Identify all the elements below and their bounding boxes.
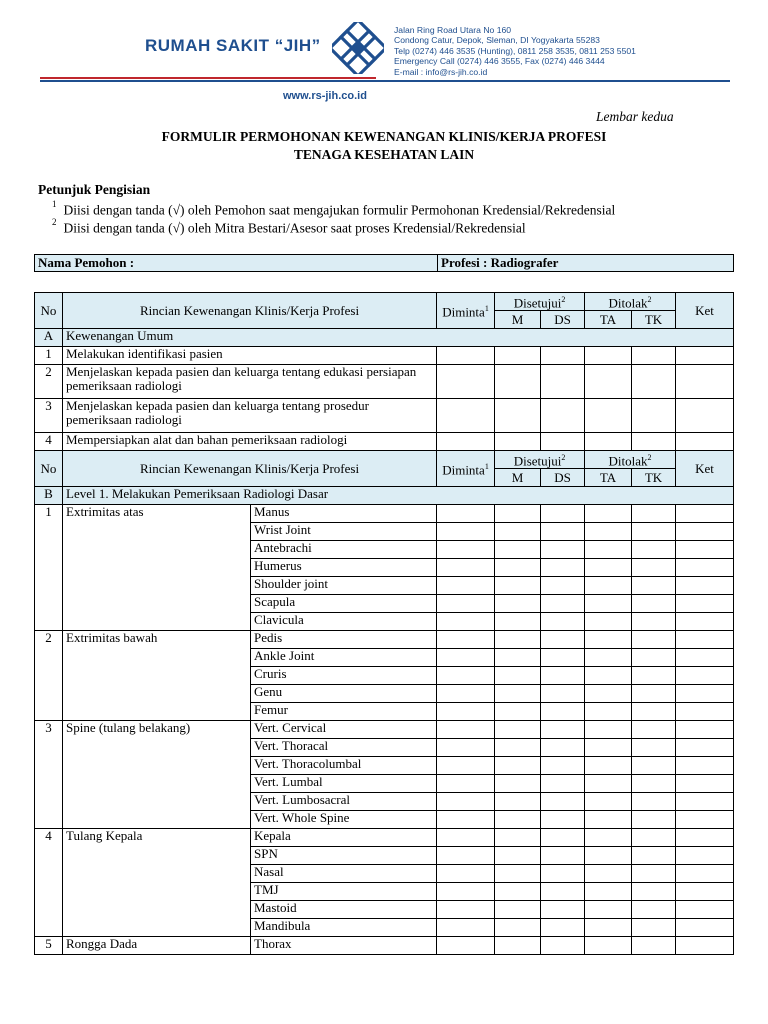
table-row [35, 937, 734, 955]
check-cell[interactable] [437, 919, 495, 937]
check-cell[interactable] [676, 919, 734, 937]
section-code: A [35, 329, 63, 347]
check-cell[interactable] [495, 901, 541, 919]
check-cell[interactable] [585, 721, 632, 739]
check-cell[interactable] [541, 865, 585, 883]
check-cell[interactable] [437, 811, 495, 829]
col-m-header: M [495, 311, 541, 329]
check-cell[interactable] [495, 811, 541, 829]
check-cell[interactable] [437, 703, 495, 721]
check-cell[interactable] [676, 883, 734, 901]
procedure-name: Shoulder joint [251, 577, 437, 595]
applicant-profession-field: Profesi : Radiografer [438, 255, 734, 272]
item-number: 3 [35, 399, 63, 433]
table-row [35, 365, 734, 399]
check-cell[interactable] [541, 703, 585, 721]
col-requested-header: Diminta$^1$ [437, 451, 495, 487]
col-detail-header: Rincian Kewenangan Klinis/Kerja Profesi [63, 293, 437, 329]
check-cell[interactable] [585, 541, 632, 559]
check-cell[interactable] [437, 577, 495, 595]
hospital-name: RUMAH SAKIT “JIH” [145, 36, 321, 55]
check-cell[interactable] [585, 775, 632, 793]
check-cell[interactable] [632, 347, 676, 365]
website-link[interactable]: www.rs-jih.co.id [283, 90, 367, 102]
check-cell[interactable] [437, 739, 495, 757]
check-cell[interactable] [632, 919, 676, 937]
group-name: Spine (tulang belakang) [63, 721, 251, 829]
procedure-name: Manus [251, 505, 437, 523]
check-cell[interactable] [632, 505, 676, 523]
check-cell[interactable] [632, 793, 676, 811]
col-no-header: No [35, 293, 63, 329]
check-cell[interactable] [632, 775, 676, 793]
check-cell[interactable] [541, 847, 585, 865]
item-number: 4 [35, 433, 63, 451]
check-cell[interactable] [632, 811, 676, 829]
check-cell[interactable] [437, 937, 495, 955]
check-cell[interactable] [676, 739, 734, 757]
address-line: Telp (0274) 446 3535 (Hunting), 0811 258 3535, 0811 253 5501 [394, 45, 636, 56]
check-cell[interactable] [676, 685, 734, 703]
check-cell[interactable] [437, 399, 495, 433]
check-cell[interactable] [495, 667, 541, 685]
check-cell[interactable] [437, 775, 495, 793]
check-cell[interactable] [676, 577, 734, 595]
procedure-name: Vert. Lumbosacral [251, 793, 437, 811]
check-cell[interactable] [632, 757, 676, 775]
check-cell[interactable] [495, 649, 541, 667]
section-code: B [35, 487, 63, 505]
item-description: Menjelaskan kepada pasien dan keluarga tentang edukasi persiapan pemeriksaan radiologi [63, 365, 437, 399]
check-cell[interactable] [632, 649, 676, 667]
applicant-table [34, 254, 734, 272]
check-cell[interactable] [676, 757, 734, 775]
header-divider-blue [40, 80, 730, 82]
col-ta-header: TA [585, 469, 632, 487]
check-cell[interactable] [437, 541, 495, 559]
check-cell[interactable] [632, 937, 676, 955]
procedure-name: Humerus [251, 559, 437, 577]
check-cell[interactable] [437, 865, 495, 883]
check-cell[interactable] [541, 541, 585, 559]
check-cell[interactable] [541, 631, 585, 649]
table-row [35, 505, 734, 523]
procedure-name: Antebrachi [251, 541, 437, 559]
group-number: 3 [35, 721, 63, 829]
procedure-name: Clavicula [251, 613, 437, 631]
check-cell[interactable] [541, 757, 585, 775]
check-cell[interactable] [676, 523, 734, 541]
check-cell[interactable] [676, 559, 734, 577]
check-cell[interactable] [632, 883, 676, 901]
address-line: Jalan Ring Road Utara No 160 [394, 25, 512, 35]
check-cell[interactable] [585, 901, 632, 919]
col-approved-header: Disetujui$^2$ [495, 293, 585, 311]
col-detail-header: Rincian Kewenangan Klinis/Kerja Profesi [63, 451, 437, 487]
check-cell[interactable] [585, 793, 632, 811]
check-cell[interactable] [585, 703, 632, 721]
check-cell[interactable] [495, 829, 541, 847]
check-cell[interactable] [495, 595, 541, 613]
section-row [35, 487, 734, 505]
address-line: Condong Catur, Depok, Sleman, DI Yogyakarta 55283 [394, 35, 600, 46]
check-cell[interactable] [495, 757, 541, 775]
footnote-mark: 1 [484, 462, 489, 472]
check-cell[interactable] [585, 883, 632, 901]
check-cell[interactable] [585, 399, 632, 433]
check-cell[interactable] [437, 667, 495, 685]
check-cell[interactable] [495, 937, 541, 955]
col-no-header: No [35, 451, 63, 487]
check-cell[interactable] [541, 347, 585, 365]
check-cell[interactable] [541, 721, 585, 739]
procedure-name: Cruris [251, 667, 437, 685]
procedure-name: Vert. Thoracolumbal [251, 757, 437, 775]
check-cell[interactable] [495, 883, 541, 901]
item-description: Menjelaskan kepada pasien dan keluarga tentang prosedur pemeriksaan radiologi [63, 399, 437, 433]
procedure-name: Vert. Thoracal [251, 739, 437, 757]
check-cell[interactable] [437, 829, 495, 847]
procedure-name: Vert. Cervical [251, 721, 437, 739]
procedure-name: Nasal [251, 865, 437, 883]
check-cell[interactable] [632, 595, 676, 613]
check-cell[interactable] [585, 523, 632, 541]
table-row [35, 829, 734, 847]
check-cell[interactable] [676, 595, 734, 613]
instruction-item [52, 219, 526, 237]
check-cell[interactable] [676, 793, 734, 811]
check-cell[interactable] [676, 775, 734, 793]
group-name: Rongga Dada [63, 937, 251, 955]
check-cell[interactable] [676, 829, 734, 847]
check-cell[interactable] [676, 505, 734, 523]
check-cell[interactable] [495, 793, 541, 811]
check-cell[interactable] [495, 739, 541, 757]
check-cell[interactable] [632, 365, 676, 399]
procedure-name: Femur [251, 703, 437, 721]
check-cell[interactable] [632, 559, 676, 577]
col-requested-header: Diminta$^1$ [437, 293, 495, 329]
table-row [35, 721, 734, 739]
check-cell[interactable] [632, 523, 676, 541]
check-cell[interactable] [676, 433, 734, 451]
check-cell[interactable] [541, 829, 585, 847]
check-cell[interactable] [585, 829, 632, 847]
check-cell[interactable] [495, 919, 541, 937]
check-cell[interactable] [632, 433, 676, 451]
col-rejected-header: Ditolak$^2$ [585, 451, 676, 469]
check-cell[interactable] [676, 811, 734, 829]
check-cell[interactable] [632, 739, 676, 757]
col-approved-header: Disetujui$^2$ [495, 451, 585, 469]
col-ds-header: DS [541, 469, 585, 487]
check-cell[interactable] [437, 365, 495, 399]
check-cell[interactable] [495, 865, 541, 883]
check-cell[interactable] [676, 667, 734, 685]
procedure-name: Vert. Whole Spine [251, 811, 437, 829]
table-row [35, 347, 734, 365]
group-name: Extrimitas atas [63, 505, 251, 631]
check-cell[interactable] [541, 505, 585, 523]
group-number: 2 [35, 631, 63, 721]
procedure-name: Thorax [251, 937, 437, 955]
footnote-mark: 2 [647, 295, 652, 305]
check-cell[interactable] [585, 365, 632, 399]
col-tk-header: TK [632, 469, 676, 487]
hospital-address [394, 25, 636, 77]
group-number: 5 [35, 937, 63, 955]
check-cell[interactable] [541, 559, 585, 577]
check-cell[interactable] [585, 667, 632, 685]
group-number: 4 [35, 829, 63, 937]
col-ta-header: TA [585, 311, 632, 329]
check-cell[interactable] [585, 347, 632, 365]
check-cell[interactable] [541, 919, 585, 937]
section-title: Kewenangan Umum [63, 329, 734, 347]
check-cell[interactable] [437, 901, 495, 919]
item-description: Mempersiapkan alat dan bahan pemeriksaan radiologi [63, 433, 437, 451]
procedure-name: TMJ [251, 883, 437, 901]
check-cell[interactable] [632, 703, 676, 721]
check-cell[interactable] [437, 433, 495, 451]
group-number: 1 [35, 505, 63, 631]
check-cell[interactable] [437, 883, 495, 901]
col-ds-header: DS [541, 311, 585, 329]
check-cell[interactable] [585, 613, 632, 631]
check-cell[interactable] [585, 865, 632, 883]
check-cell[interactable] [541, 901, 585, 919]
check-cell[interactable] [495, 347, 541, 365]
check-cell[interactable] [676, 937, 734, 955]
procedure-name: Mastoid [251, 901, 437, 919]
col-tk-header: TK [632, 311, 676, 329]
check-cell[interactable] [541, 613, 585, 631]
col-note-header: Ket [676, 451, 734, 487]
applicant-name-field[interactable]: Nama Pemohon : [35, 255, 438, 272]
check-cell[interactable] [495, 541, 541, 559]
check-cell[interactable] [495, 847, 541, 865]
footnote-mark: 2 [561, 453, 566, 463]
header-row [35, 451, 734, 469]
check-cell[interactable] [495, 523, 541, 541]
check-cell[interactable] [585, 649, 632, 667]
check-cell[interactable] [541, 883, 585, 901]
check-cell[interactable] [541, 433, 585, 451]
check-cell[interactable] [541, 595, 585, 613]
check-cell[interactable] [585, 577, 632, 595]
check-cell[interactable] [585, 919, 632, 937]
footnote-mark: 1 [52, 199, 57, 209]
check-cell[interactable] [632, 667, 676, 685]
check-cell[interactable] [437, 757, 495, 775]
header-divider-red [40, 77, 376, 79]
item-description: Melakukan identifikasi pasien [63, 347, 437, 365]
check-cell[interactable] [676, 365, 734, 399]
check-cell[interactable] [632, 541, 676, 559]
procedure-name: Pedis [251, 631, 437, 649]
procedure-name: Kepala [251, 829, 437, 847]
item-number: 2 [35, 365, 63, 399]
check-cell[interactable] [495, 365, 541, 399]
check-cell[interactable] [495, 775, 541, 793]
item-number: 1 [35, 347, 63, 365]
check-cell[interactable] [495, 685, 541, 703]
instruction-text: Diisi dengan tanda (√) oleh Pemohon saat mengajukan formulir Permohonan Kredensial/Rekredensial [63, 202, 616, 218]
check-cell[interactable] [437, 631, 495, 649]
check-cell[interactable] [632, 901, 676, 919]
check-cell[interactable] [437, 505, 495, 523]
check-cell[interactable] [585, 757, 632, 775]
check-cell[interactable] [437, 347, 495, 365]
check-cell[interactable] [437, 847, 495, 865]
procedure-name: Vert. Lumbal [251, 775, 437, 793]
instructions-heading: Petunjuk Pengisian [38, 182, 151, 197]
check-cell[interactable] [495, 577, 541, 595]
check-cell[interactable] [495, 399, 541, 433]
table-row [35, 399, 734, 433]
col-m-header: M [495, 469, 541, 487]
check-cell[interactable] [676, 865, 734, 883]
procedure-name: Scapula [251, 595, 437, 613]
check-cell[interactable] [437, 685, 495, 703]
check-cell[interactable] [541, 739, 585, 757]
check-cell[interactable] [632, 577, 676, 595]
check-cell[interactable] [495, 703, 541, 721]
procedure-name: SPN [251, 847, 437, 865]
check-cell[interactable] [632, 631, 676, 649]
check-cell[interactable] [585, 685, 632, 703]
col-note-header: Ket [676, 293, 734, 329]
check-cell[interactable] [437, 721, 495, 739]
check-cell[interactable] [585, 595, 632, 613]
check-cell[interactable] [495, 433, 541, 451]
check-cell[interactable] [585, 631, 632, 649]
check-cell[interactable] [585, 559, 632, 577]
check-cell[interactable] [632, 865, 676, 883]
form-title: FORMULIR PERMOHONAN KEWENANGAN KLINIS/KERJA PROFESI [161, 129, 607, 144]
check-cell[interactable] [585, 847, 632, 865]
check-cell[interactable] [541, 667, 585, 685]
check-cell[interactable] [541, 577, 585, 595]
check-cell[interactable] [495, 631, 541, 649]
group-name: Tulang Kepala [63, 829, 251, 937]
check-cell[interactable] [676, 847, 734, 865]
instruction-text: Diisi dengan tanda (√) oleh Mitra Bestari/Asesor saat proses Kredensial/Rekredensial [63, 220, 526, 236]
check-cell[interactable] [676, 347, 734, 365]
form-subtitle: TENAGA KESEHATAN LAIN [293, 147, 475, 162]
footnote-mark: 2 [52, 217, 57, 227]
check-cell[interactable] [437, 793, 495, 811]
check-cell[interactable] [541, 685, 585, 703]
check-cell[interactable] [676, 649, 734, 667]
check-cell[interactable] [632, 829, 676, 847]
procedure-name: Genu [251, 685, 437, 703]
check-cell[interactable] [495, 559, 541, 577]
check-cell[interactable] [437, 649, 495, 667]
check-cell[interactable] [585, 433, 632, 451]
footnote-mark: 2 [647, 453, 652, 463]
privileges-table [34, 292, 734, 955]
section-row [35, 329, 734, 347]
check-cell[interactable] [585, 739, 632, 757]
footnote-mark: 1 [484, 304, 489, 314]
check-cell[interactable] [632, 685, 676, 703]
sheet-label: Lembar kedua [596, 109, 674, 124]
check-cell[interactable] [541, 649, 585, 667]
hospital-logo-icon [332, 22, 384, 74]
check-cell[interactable] [495, 613, 541, 631]
check-cell[interactable] [541, 365, 585, 399]
table-row [35, 433, 734, 451]
check-cell[interactable] [541, 523, 585, 541]
col-rejected-header: Ditolak$^2$ [585, 293, 676, 311]
procedure-name: Mandibula [251, 919, 437, 937]
check-cell[interactable] [437, 559, 495, 577]
check-cell[interactable] [632, 613, 676, 631]
check-cell[interactable] [632, 721, 676, 739]
check-cell[interactable] [437, 595, 495, 613]
check-cell[interactable] [541, 793, 585, 811]
group-name: Extrimitas bawah [63, 631, 251, 721]
check-cell[interactable] [585, 811, 632, 829]
check-cell[interactable] [541, 811, 585, 829]
address-line: E-mail : info@rs-jih.co.id [394, 66, 488, 77]
section-title: Level 1. Melakukan Pemeriksaan Radiologi Dasar [63, 487, 734, 505]
check-cell[interactable] [632, 399, 676, 433]
procedure-name: Ankle Joint [251, 649, 437, 667]
check-cell[interactable] [585, 505, 632, 523]
check-cell[interactable] [437, 523, 495, 541]
instruction-item [52, 201, 615, 219]
check-cell[interactable] [541, 775, 585, 793]
check-cell[interactable] [495, 721, 541, 739]
check-cell[interactable] [676, 901, 734, 919]
header-row [35, 293, 734, 311]
check-cell[interactable] [437, 613, 495, 631]
check-cell[interactable] [676, 721, 734, 739]
address-line: Emergency Call (0274) 446 3555, Fax (0274) 446 3444 [394, 56, 605, 67]
check-cell[interactable] [676, 613, 734, 631]
check-cell[interactable] [676, 703, 734, 721]
check-cell[interactable] [676, 399, 734, 433]
footnote-mark: 2 [561, 295, 566, 305]
check-cell[interactable] [541, 937, 585, 955]
check-cell[interactable] [676, 631, 734, 649]
table-row [35, 631, 734, 649]
check-cell[interactable] [676, 541, 734, 559]
check-cell[interactable] [632, 847, 676, 865]
check-cell[interactable] [541, 399, 585, 433]
check-cell[interactable] [585, 937, 632, 955]
check-cell[interactable] [495, 505, 541, 523]
procedure-name: Wrist Joint [251, 523, 437, 541]
